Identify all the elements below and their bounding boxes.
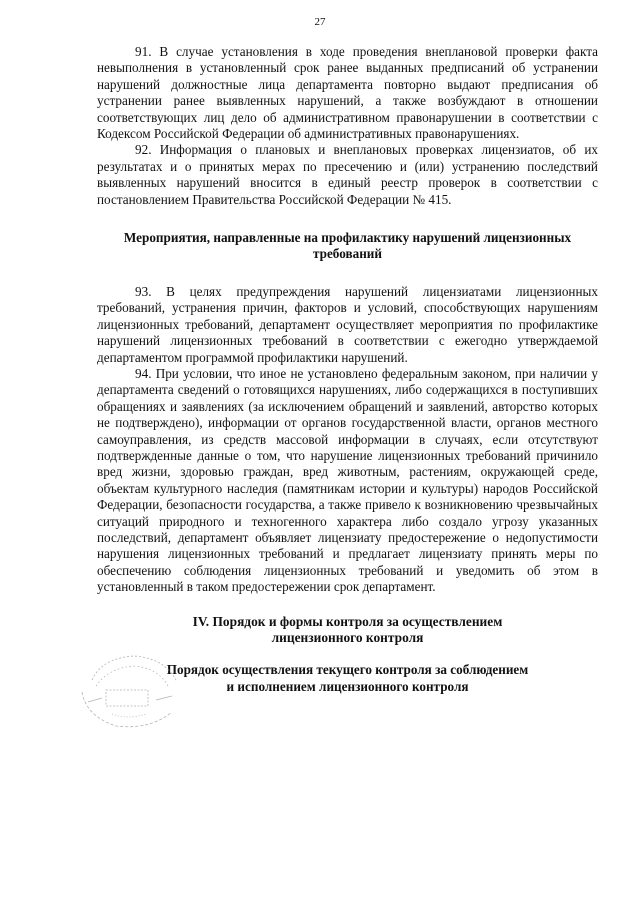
paragraph-91: 91. В случае установления в ходе проведения внеплановой проверки факта невыполнения в установленный срок ранее выданных предписаний об устранении нарушений должностные лица департамента повторно выдают предписания об устранении ранее выявленных нарушений, а также возбуждают в отношении соответствующих лиц дело об административном правонарушении в соответствии с Кодексом Российской Федерации об административных правонарушениях. xyxy=(97,44,598,142)
subsection-heading-line2: и исполнением лицензионного контроля xyxy=(226,678,469,694)
section-iv-heading-line2: лицензионного контроля xyxy=(271,630,424,645)
heading-prevention-measures: Мероприятия, направленные на профилактику нарушений лицензионных требований xyxy=(123,230,572,262)
document-body xyxy=(97,44,598,695)
paragraph-92: 92. Информация о плановых и внеплановых проверках лицензиатов, об их результатах и о принятых мерах по пресечению и (или) устранению последствий выявленных нарушений вносится в единый реестр проверок в соответствии с постановлением Правительства Российской Федерации № 415. xyxy=(97,142,598,207)
page-number: 27 xyxy=(314,16,326,28)
subsection-heading-line1: Порядок осуществления текущего контроля за соблюдением xyxy=(166,662,529,678)
paragraph-94: 94. При условии, что иное не установлено федеральным законом, при наличии у департамента сведений о готовящихся нарушениях, либо содержащихся в поступивших обращениях и заявлениях (за исключением обращений и заявлений, авторство которых не подтверждено), информации от органов государственной власти, органов местного самоуправления, из средств массовой информации в случаях, если отсутствуют подтвержденные данные о том, что нарушение лицензионных требований причинило вред жизни, здоровью граждан, вред животным, растениям, окружающей среде, объектам культурного наследия (памятникам истории и культуры) народов Российской Федерации, безопасности государства, а также привело к возникновению чрезвычайных ситуаций природного и техногенного характера либо создало угрозу указанных последствий, департамент объявляет лицензиату предостережение о недопустимости нарушения лицензионных требований и предлагает лицензиату принять меры по обеспечению соблюдения лицензионных требований и уведомить об этом в установленный в таком предостережении срок департамент. xyxy=(97,365,598,595)
section-iv-heading xyxy=(97,614,598,647)
subsection-heading xyxy=(97,662,598,695)
section-iv-heading-line1: IV. Порядок и формы контроля за осуществлением xyxy=(192,613,503,629)
paragraph-93: 93. В целях предупреждения нарушений лицензиатами лицензионных требований, устранения причин, факторов и условий, способствующих нарушениям лицензионных требований, департамент осуществляет мероприятия по профилактике нарушений лицензионных требований в соответствии с ежегодно утверждаемой департаментом программой профилактики нарушений. xyxy=(97,283,598,365)
